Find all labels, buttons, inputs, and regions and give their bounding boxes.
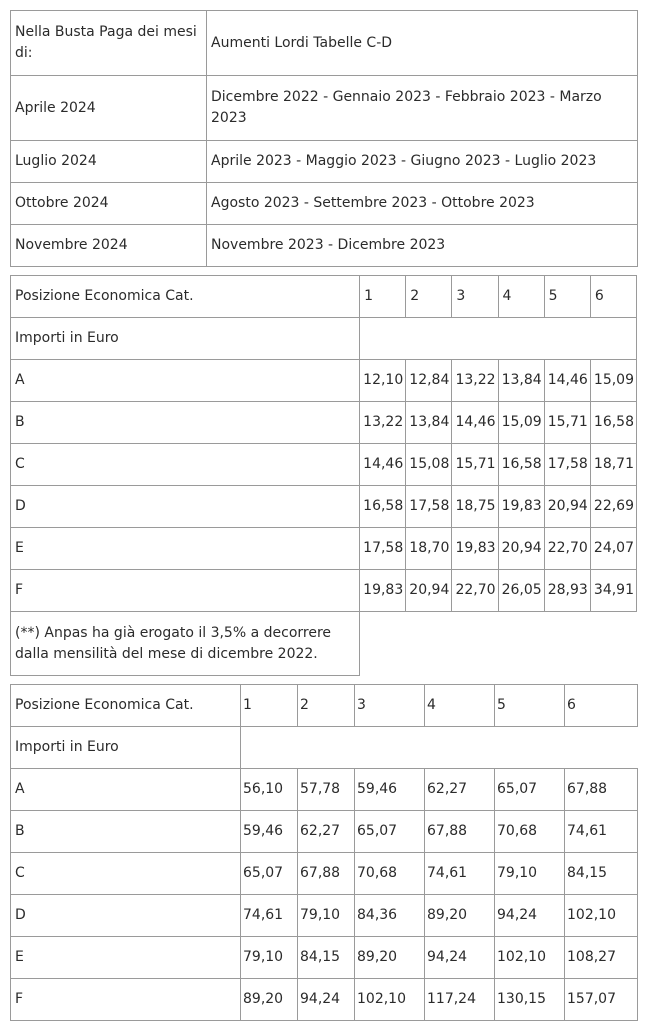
- category-label: D: [11, 486, 360, 528]
- category-label: A: [11, 769, 241, 811]
- amount-cell: 74,61: [425, 853, 495, 895]
- table-row: [11, 225, 638, 267]
- category-label: C: [11, 853, 241, 895]
- table-row: [11, 811, 638, 853]
- amount-cell: 13,22: [452, 360, 498, 402]
- amount-cell: 26,05: [498, 570, 544, 612]
- category-label: E: [11, 937, 241, 979]
- amount-cell: 79,10: [298, 895, 355, 937]
- category-label: B: [11, 402, 360, 444]
- amount-cell: 15,71: [452, 444, 498, 486]
- amount-cell: 102,10: [565, 895, 638, 937]
- amount-cell: 102,10: [495, 937, 565, 979]
- amount-cell: 94,24: [298, 979, 355, 1021]
- schedule-table: [10, 10, 638, 267]
- column-header: 6: [590, 276, 636, 318]
- table-row: [11, 937, 638, 979]
- amount-cell: 89,20: [425, 895, 495, 937]
- schedule-month: Ottobre 2024: [11, 183, 207, 225]
- category-label: D: [11, 895, 241, 937]
- position-header: Posizione Economica Cat.: [11, 685, 241, 727]
- column-header: 3: [452, 276, 498, 318]
- amount-cell: 15,09: [498, 402, 544, 444]
- schedule-month: Luglio 2024: [11, 141, 207, 183]
- amount-cell: 18,71: [590, 444, 636, 486]
- amount-cell: 14,46: [452, 402, 498, 444]
- amount-cell: 62,27: [425, 769, 495, 811]
- amount-cell: 34,91: [590, 570, 636, 612]
- schedule-period: Aprile 2023 - Maggio 2023 - Giugno 2023 - Luglio 2023: [207, 141, 638, 183]
- amount-cell: 15,09: [590, 360, 636, 402]
- amount-cell: 19,83: [452, 528, 498, 570]
- amount-cell: 24,07: [590, 528, 636, 570]
- amount-cell: 20,94: [498, 528, 544, 570]
- category-label: E: [11, 528, 360, 570]
- category-label: A: [11, 360, 360, 402]
- amount-cell: 17,58: [544, 444, 590, 486]
- amount-cell: 19,83: [498, 486, 544, 528]
- amount-cell: 74,61: [241, 895, 298, 937]
- amount-cell: 157,07: [565, 979, 638, 1021]
- amount-cell: 16,58: [498, 444, 544, 486]
- amount-cell: 79,10: [495, 853, 565, 895]
- amount-cell: 65,07: [355, 811, 425, 853]
- table-row: [11, 727, 638, 769]
- column-header: 5: [544, 276, 590, 318]
- amount-cell: 59,46: [355, 769, 425, 811]
- category-label: F: [11, 570, 360, 612]
- amount-cell: 70,68: [355, 853, 425, 895]
- amount-cell: 89,20: [241, 979, 298, 1021]
- column-header: 1: [360, 276, 406, 318]
- amount-cell: 89,20: [355, 937, 425, 979]
- amount-cell: 57,78: [298, 769, 355, 811]
- amount-cell: 13,84: [498, 360, 544, 402]
- table-row: [11, 685, 638, 727]
- column-header: 4: [498, 276, 544, 318]
- amount-cell: 18,70: [406, 528, 452, 570]
- amount-cell: 28,93: [544, 570, 590, 612]
- amount-cell: 117,24: [425, 979, 495, 1021]
- amount-cell: 20,94: [406, 570, 452, 612]
- table-row: [11, 276, 637, 318]
- amount-cell: 12,10: [360, 360, 406, 402]
- amount-cell: 65,07: [241, 853, 298, 895]
- amount-cell: 67,88: [298, 853, 355, 895]
- table-row: [11, 769, 638, 811]
- table-row: [11, 402, 637, 444]
- amount-cell: 108,27: [565, 937, 638, 979]
- table-row: [11, 528, 637, 570]
- table-row: [11, 11, 638, 76]
- amount-cell: 70,68: [495, 811, 565, 853]
- amount-cell: 18,75: [452, 486, 498, 528]
- amount-cell: 56,10: [241, 769, 298, 811]
- table-row: [11, 360, 637, 402]
- amount-cell: 19,83: [360, 570, 406, 612]
- schedule-period: Novembre 2023 - Dicembre 2023: [207, 225, 638, 267]
- amounts-subheader: Importi in Euro: [11, 318, 360, 360]
- footnote: (**) Anpas ha già erogato il 3,5% a decorrere dalla mensilità del mese di dicembre 2022.: [11, 612, 360, 676]
- table-row: [11, 318, 637, 360]
- amount-cell: 16,58: [590, 402, 636, 444]
- column-header: 1: [241, 685, 298, 727]
- table-row: [11, 141, 638, 183]
- schedule-header-increase: Aumenti Lordi Tabelle C-D: [207, 11, 638, 76]
- amount-cell: 79,10: [241, 937, 298, 979]
- amount-cell: 102,10: [355, 979, 425, 1021]
- table-row: [11, 979, 638, 1021]
- amount-cell: 17,58: [360, 528, 406, 570]
- amount-cell: 16,58: [360, 486, 406, 528]
- amount-cell: 84,36: [355, 895, 425, 937]
- amount-cell: 13,22: [360, 402, 406, 444]
- column-header: 4: [425, 685, 495, 727]
- empty-cell: [241, 727, 638, 769]
- column-header: 2: [406, 276, 452, 318]
- amount-cell: 17,58: [406, 486, 452, 528]
- column-header: 5: [495, 685, 565, 727]
- amount-cell: 130,15: [495, 979, 565, 1021]
- amounts-subheader: Importi in Euro: [11, 727, 241, 769]
- amount-cell: 84,15: [565, 853, 638, 895]
- schedule-header-month: Nella Busta Paga dei mesi di:: [11, 11, 207, 76]
- category-label: B: [11, 811, 241, 853]
- table-row: [11, 183, 638, 225]
- schedule-period: Dicembre 2022 - Gennaio 2023 - Febbraio 2023 - Marzo 2023: [207, 76, 638, 141]
- category-label: C: [11, 444, 360, 486]
- amount-cell: 67,88: [565, 769, 638, 811]
- schedule-month: Novembre 2024: [11, 225, 207, 267]
- table-row: [11, 570, 637, 612]
- amount-cell: 94,24: [425, 937, 495, 979]
- table-row: [11, 853, 638, 895]
- category-label: F: [11, 979, 241, 1021]
- column-header: 3: [355, 685, 425, 727]
- amount-cell: 20,94: [544, 486, 590, 528]
- schedule-period: Agosto 2023 - Settembre 2023 - Ottobre 2023: [207, 183, 638, 225]
- amount-cell: 67,88: [425, 811, 495, 853]
- amounts-table-large: [10, 684, 638, 1021]
- amount-cell: 15,71: [544, 402, 590, 444]
- amount-cell: 22,69: [590, 486, 636, 528]
- empty-cell: [360, 612, 637, 676]
- table-row: [11, 444, 637, 486]
- amount-cell: 62,27: [298, 811, 355, 853]
- amount-cell: 84,15: [298, 937, 355, 979]
- amount-cell: 74,61: [565, 811, 638, 853]
- amount-cell: 13,84: [406, 402, 452, 444]
- column-header: 6: [565, 685, 638, 727]
- amounts-table-small: [10, 275, 637, 676]
- column-header: 2: [298, 685, 355, 727]
- amount-cell: 12,84: [406, 360, 452, 402]
- position-header: Posizione Economica Cat.: [11, 276, 360, 318]
- amount-cell: 94,24: [495, 895, 565, 937]
- amount-cell: 14,46: [544, 360, 590, 402]
- amount-cell: 14,46: [360, 444, 406, 486]
- table-row: [11, 895, 638, 937]
- amount-cell: 22,70: [452, 570, 498, 612]
- table-row: [11, 486, 637, 528]
- table-row: [11, 612, 637, 676]
- schedule-month: Aprile 2024: [11, 76, 207, 141]
- table-row: [11, 76, 638, 141]
- amount-cell: 65,07: [495, 769, 565, 811]
- amount-cell: 15,08: [406, 444, 452, 486]
- amount-cell: 22,70: [544, 528, 590, 570]
- empty-cell: [360, 318, 637, 360]
- amount-cell: 59,46: [241, 811, 298, 853]
